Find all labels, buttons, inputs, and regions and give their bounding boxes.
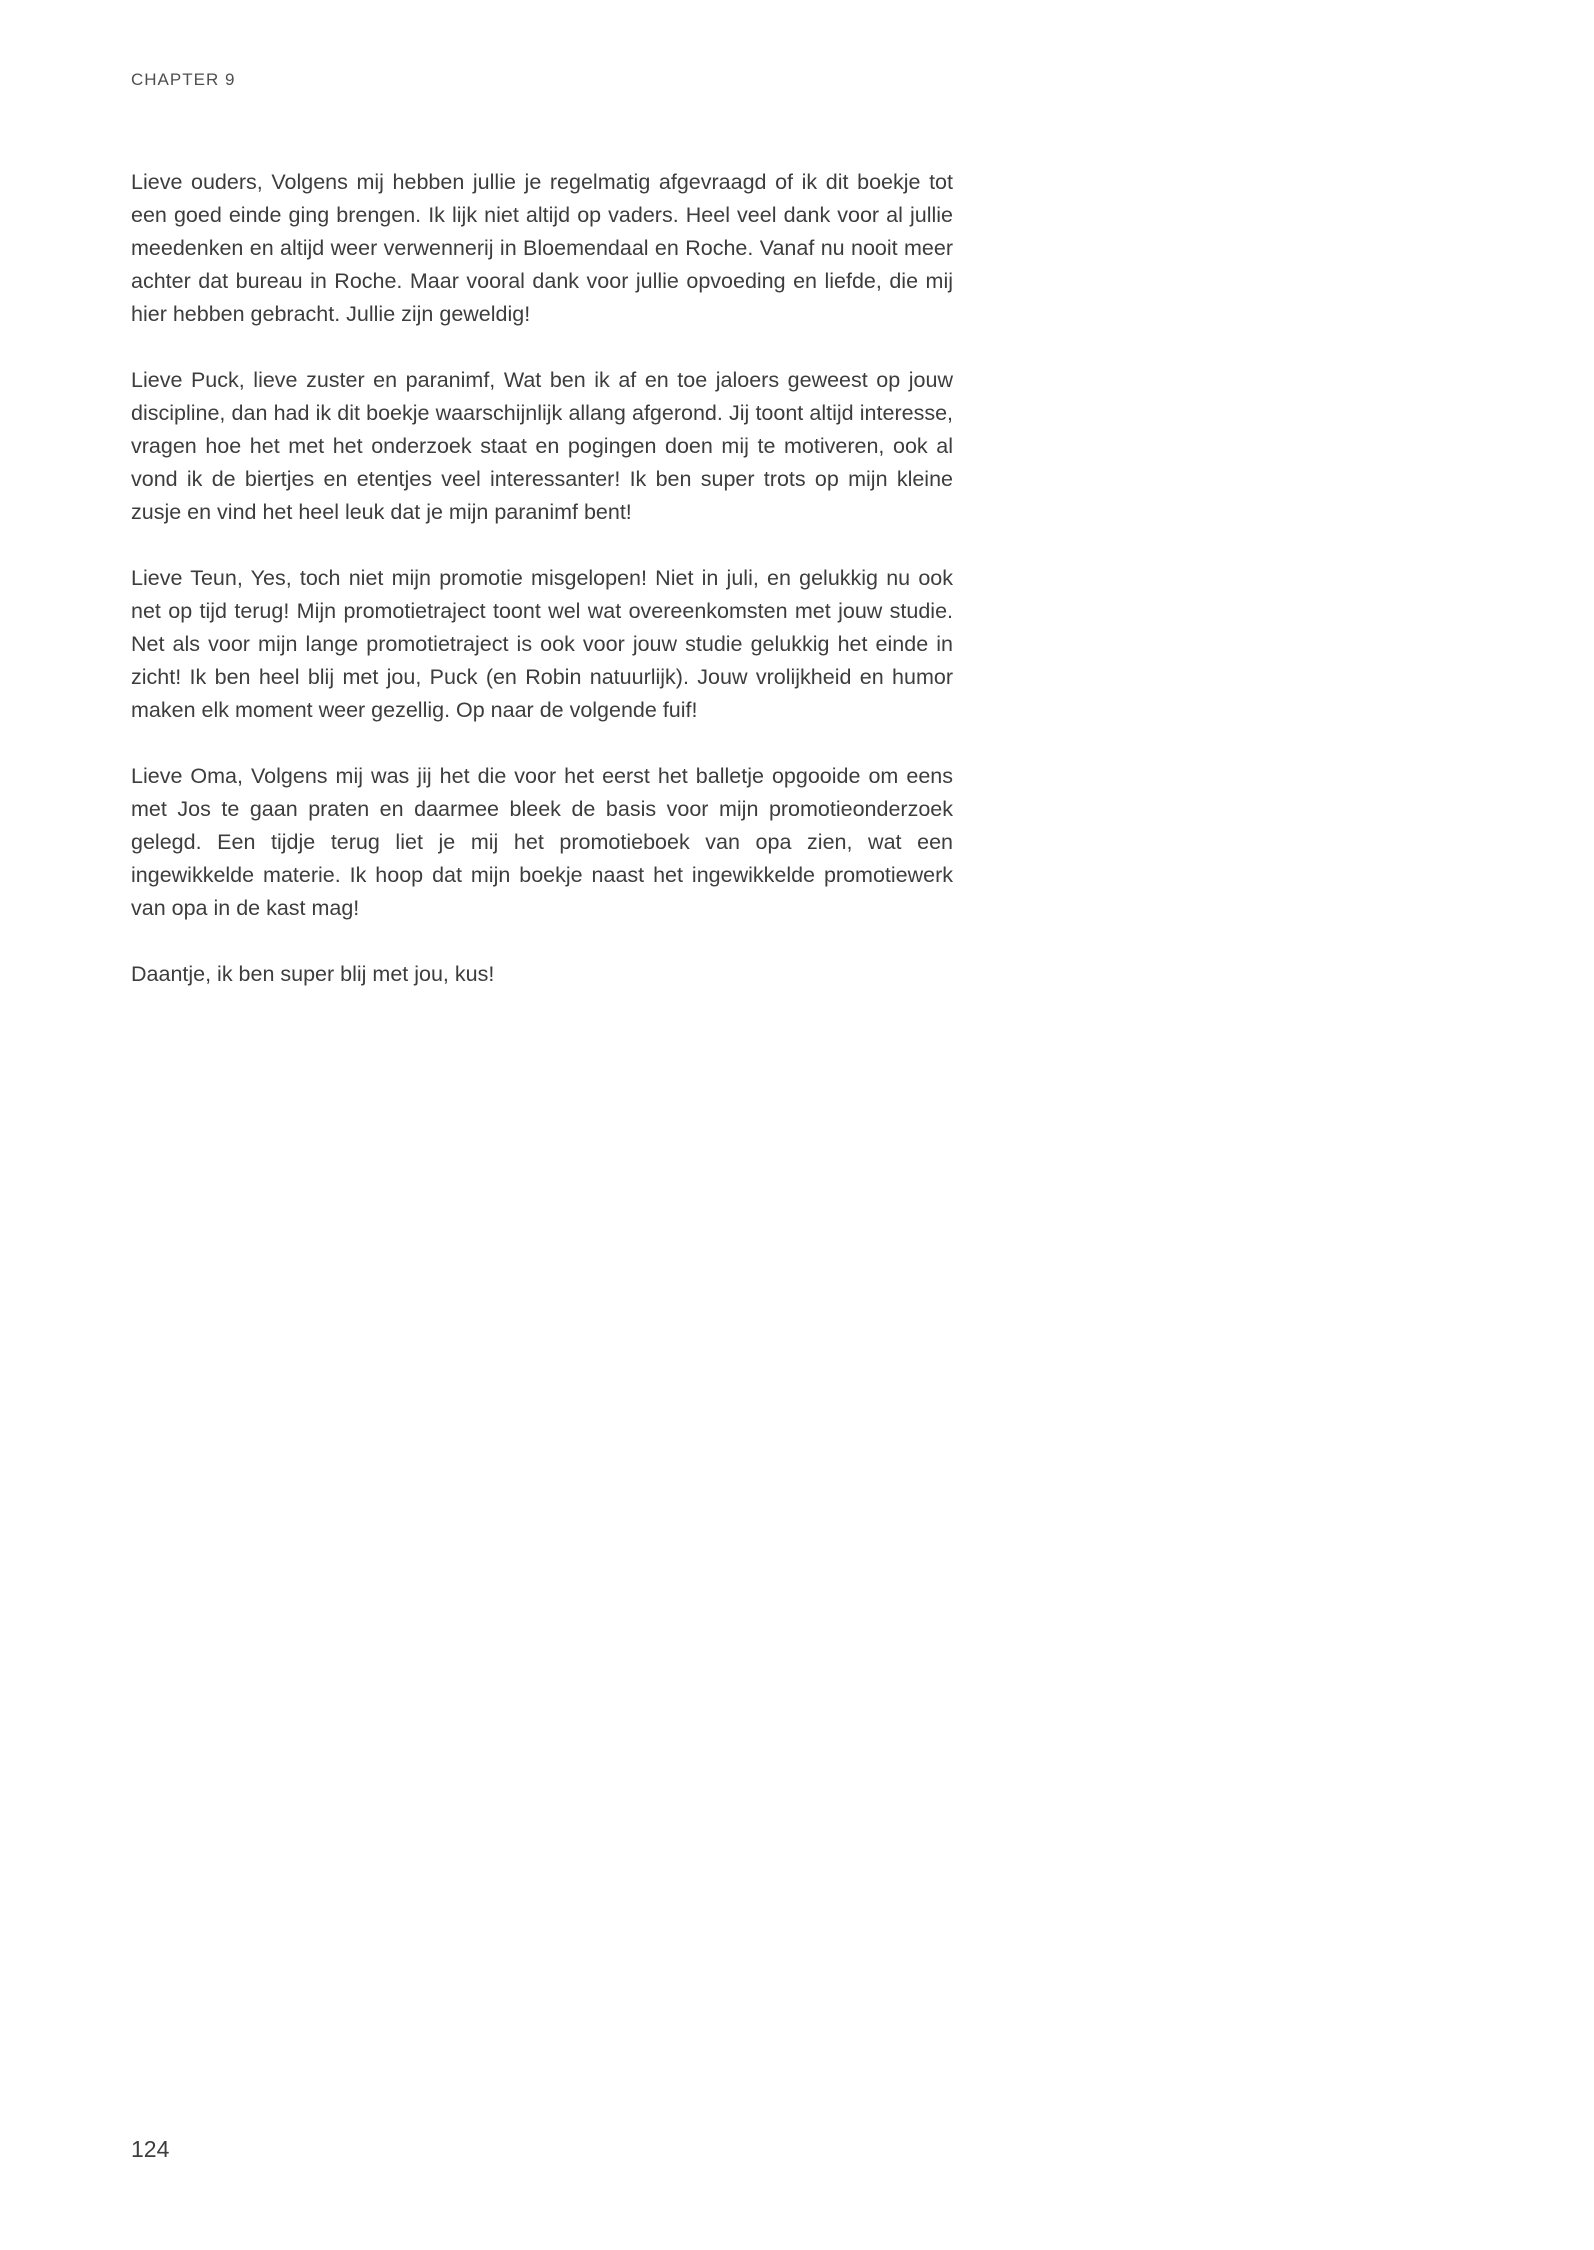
paragraph-teun: Lieve Teun, Yes, toch niet mijn promotie misgelopen! Niet in juli, en gelukkig nu ook net op tijd terug! Mijn promotietraject toont wel wat overeenkomsten met jouw studie. Net als voor mijn lange promotietraject is ook voor jouw studie gelukkig het einde in zicht! Ik ben heel blij met jou, Puck (en Robin natuurlijk). Jouw vrolijkheid en humor maken elk moment weer gezellig. Op naar de volgende fuif!: [131, 566, 953, 722]
body-text: [131, 166, 953, 991]
paragraph-oma: Lieve Oma, Volgens mij was jij het die voor het eerst het balletje opgooide om eens met Jos te gaan praten en daarmee bleek de basis voor mijn promotieonderzoek gelegd. Een tijdje terug liet je mij het promotieboek van opa zien, wat een ingewikkelde materie. Ik hoop dat mijn boekje naast het ingewikkelde promotiewerk van opa in de kast mag!: [131, 764, 953, 920]
chapter-header: CHAPTER 9: [131, 70, 236, 89]
paragraph-puck: Lieve Puck, lieve zuster en paranimf, Wat ben ik af en toe jaloers geweest op jouw discipline, dan had ik dit boekje waarschijnlijk allang afgerond. Jij toont altijd interesse, vragen hoe het met het onderzoek staat en pogingen doen mij te motiveren, ook al vond ik de biertjes en etentjes veel interessanter! Ik ben super trots op mijn kleine zusje en vind het heel leuk dat je mijn paranimf bent!: [131, 368, 953, 524]
page-number: 124: [131, 2136, 170, 2162]
paragraph-ouders: Lieve ouders, Volgens mij hebben jullie je regelmatig afgevraagd of ik dit boekje tot een goed einde ging brengen. Ik lijk niet altijd op vaders. Heel veel dank voor al jullie meedenken en altijd weer verwennerij in Bloemendaal en Roche. Vanaf nu nooit meer achter dat bureau in Roche. Maar vooral dank voor jullie opvoeding en liefde, die mij hier hebben gebracht. Jullie zijn geweldig!: [131, 170, 953, 326]
paragraph-daantje: Daantje, ik ben super blij met jou, kus!: [131, 962, 495, 986]
